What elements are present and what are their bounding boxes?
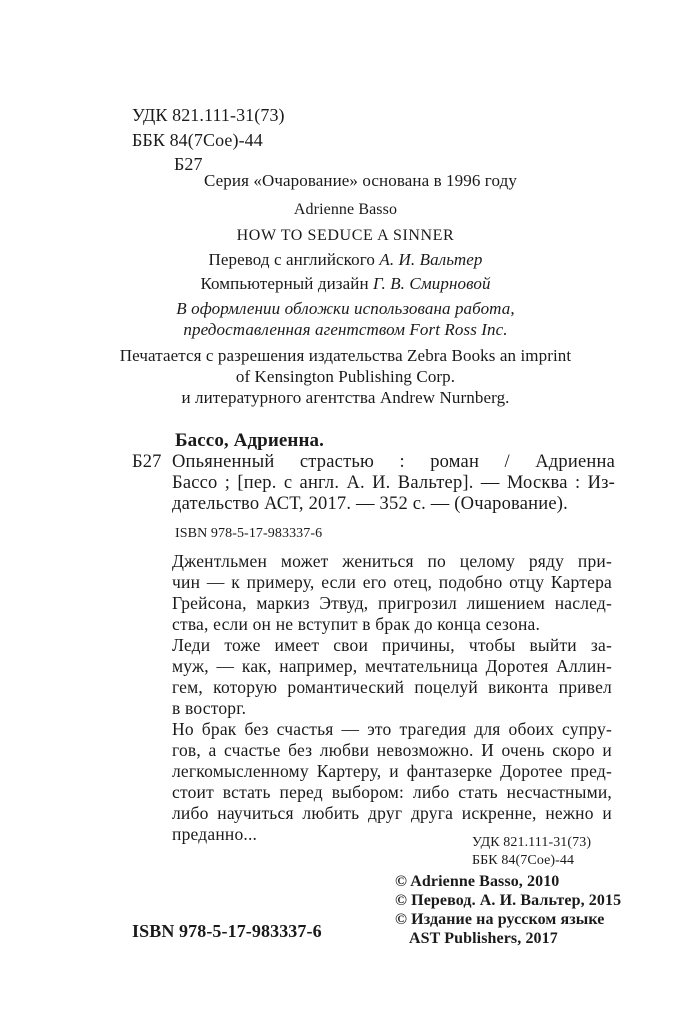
udk-code-bottom: УДК 821.111-31(73) <box>472 835 592 850</box>
annotation-line: гов, а счастье без любви невозможно. И очень скоро и <box>172 740 612 760</box>
isbn-bottom: ISBN 978-5-17-983337-6 <box>132 921 322 941</box>
annotation-line: либо научиться любить друг друга искренне, нежно и <box>172 803 612 823</box>
copyright-line: © Adrienne Basso, 2010 <box>395 873 560 890</box>
translator-name: А. И. Вальтер <box>379 250 483 269</box>
annotation-line: ства, если он не вступит в брак до конца сезона. <box>172 614 541 634</box>
annotation-line: Джентльмен может жениться по целому ряду при- <box>172 551 612 571</box>
designer-name: Г. В. Смирновой <box>373 274 491 293</box>
series-note: Серия «Очарование» основана в 1996 году <box>204 171 517 190</box>
annotation-line: Но брак без счастья — это трагедия для обоих супру- <box>172 719 612 739</box>
bib-heading: Бассо, Адриенна. <box>175 430 324 451</box>
bib-line: Опьяненный страстью : роман / Адриенна <box>172 452 615 472</box>
design-prefix: Компьютерный дизайн <box>200 274 373 293</box>
copyright-line: © Перевод. А. И. Вальтер, 2015 <box>395 892 622 909</box>
annotation-line: преданно... <box>172 824 258 844</box>
copyright-line: AST Publishers, 2017 <box>409 930 558 947</box>
cover-note-line: предоставленная агентством Fort Ross Inc. <box>183 320 508 339</box>
annotation-line: легкомысленному Картеру, и фантазерке Доротее пред- <box>172 761 612 781</box>
bib-line: дательство АСТ, 2017. — 352 с. — (Очарование). <box>172 494 568 514</box>
annotation-line: в восторг. <box>172 698 247 718</box>
permission-line: и литературного агентства Andrew Nurnberg. <box>181 388 510 407</box>
annotation-line: Леди тоже имеет свои причины, чтобы выйти за- <box>172 635 612 655</box>
design-credit <box>0 274 691 294</box>
original-author: Adrienne Basso <box>293 201 398 218</box>
annotation-line: гем, которую романтический поцелуй виконта привел <box>172 677 612 697</box>
bib-mark: Б27 <box>132 452 162 472</box>
bib-line: Бассо ; [пер. с англ. А. И. Вальтер]. — Москва : Из- <box>172 473 615 493</box>
permission-line: Печатается с разрешения издательства Zebra Books an imprint <box>119 346 572 365</box>
udk-code: УДК 821.111-31(73) <box>132 105 285 125</box>
cover-note-line: В оформлении обложки использована работа, <box>176 299 515 318</box>
annotation-line: муж, — как, например, мечтательница Доротея Аллин- <box>172 656 612 676</box>
translation-credit <box>0 250 691 270</box>
annotation-line: стоит встать перед выбором: либо стать несчастными, <box>172 782 612 802</box>
annotation-line: чин — к примеру, если его отец, подобно отцу Картера <box>172 572 612 592</box>
bbk-code-bottom: ББК 84(7Сое)-44 <box>472 853 575 868</box>
bib-isbn: ISBN 978-5-17-983337-6 <box>175 526 323 541</box>
permission-line: of Kensington Publishing Corp. <box>235 367 456 386</box>
annotation-line: Грейсона, маркиз Этвуд, пригрозил лишением наслед- <box>172 593 612 613</box>
bbk-code: ББК 84(7Сое)-44 <box>132 130 263 150</box>
original-title: HOW TO SEDUCE A SINNER <box>236 227 455 244</box>
copyright-line: © Издание на русском языке <box>395 911 605 928</box>
translation-prefix: Перевод с английского <box>208 250 380 269</box>
author-mark: Б27 <box>174 154 203 174</box>
